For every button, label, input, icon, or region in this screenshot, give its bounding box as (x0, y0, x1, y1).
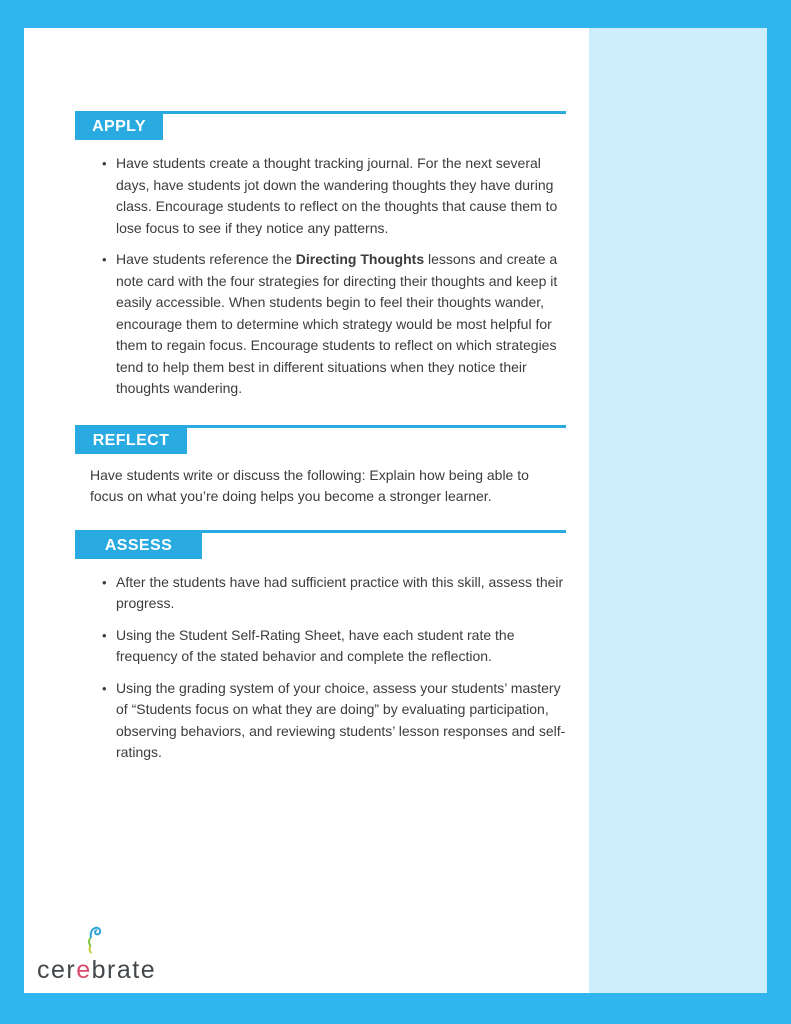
page-content (75, 28, 566, 764)
fern-swirl-icon (82, 923, 104, 955)
logo-text (37, 956, 156, 985)
section-title-apply: APPLY (75, 114, 163, 140)
brand-logo (37, 923, 197, 985)
section-apply-header (75, 111, 566, 140)
logo-accent-letter: e (76, 956, 92, 984)
bullet-item: • Have students reference the Directing Thoughts lessons and create a note card with the four strategies for directing their thoughts and keep it easily accessible. When students begin to feel their thoughts wander, encourage them to determine which strategy would be most helpful for them to regain focus. Encourage students to reflect on which strategies tend to help them best in different situations when they notice their thoughts wandering. (75, 249, 566, 400)
reflect-paragraph: Have students write or discuss the following: Explain how being able to focus on what you’re doing helps you become a stronger learner. (90, 466, 529, 504)
logo-text-part1: cer (37, 956, 77, 984)
bullet-item: • Using the Student Self-Rating Sheet, have each student rate the frequency of the stated behavior and complete the reflection. (75, 625, 566, 668)
document-page (24, 28, 767, 993)
bullet-item: • Have students create a thought tracking journal. For the next several days, have students jot down the wandering thoughts they have during class. Encourage students to reflect on the thoughts that cause them to lose focus to see if they notice any patterns. (75, 153, 566, 239)
apply-bullet-list (75, 153, 566, 400)
section-assess-header (75, 530, 566, 559)
logo-text-part2: brate (91, 956, 157, 984)
section-reflect-header (75, 425, 566, 454)
bullet-item: • After the students have had sufficient practice with this skill, assess their progress. (75, 572, 566, 615)
section-title-assess: ASSESS (75, 533, 202, 559)
assess-bullet-list (75, 572, 566, 764)
section-title-reflect: REFLECT (75, 428, 187, 454)
side-panel (589, 28, 767, 993)
bullet-item: • Using the grading system of your choice, assess your students’ mastery of “Students focus on what they are doing” by evaluating participation, observing behaviors, and reviewing students’ lesson responses and self-ratings. (75, 678, 566, 764)
